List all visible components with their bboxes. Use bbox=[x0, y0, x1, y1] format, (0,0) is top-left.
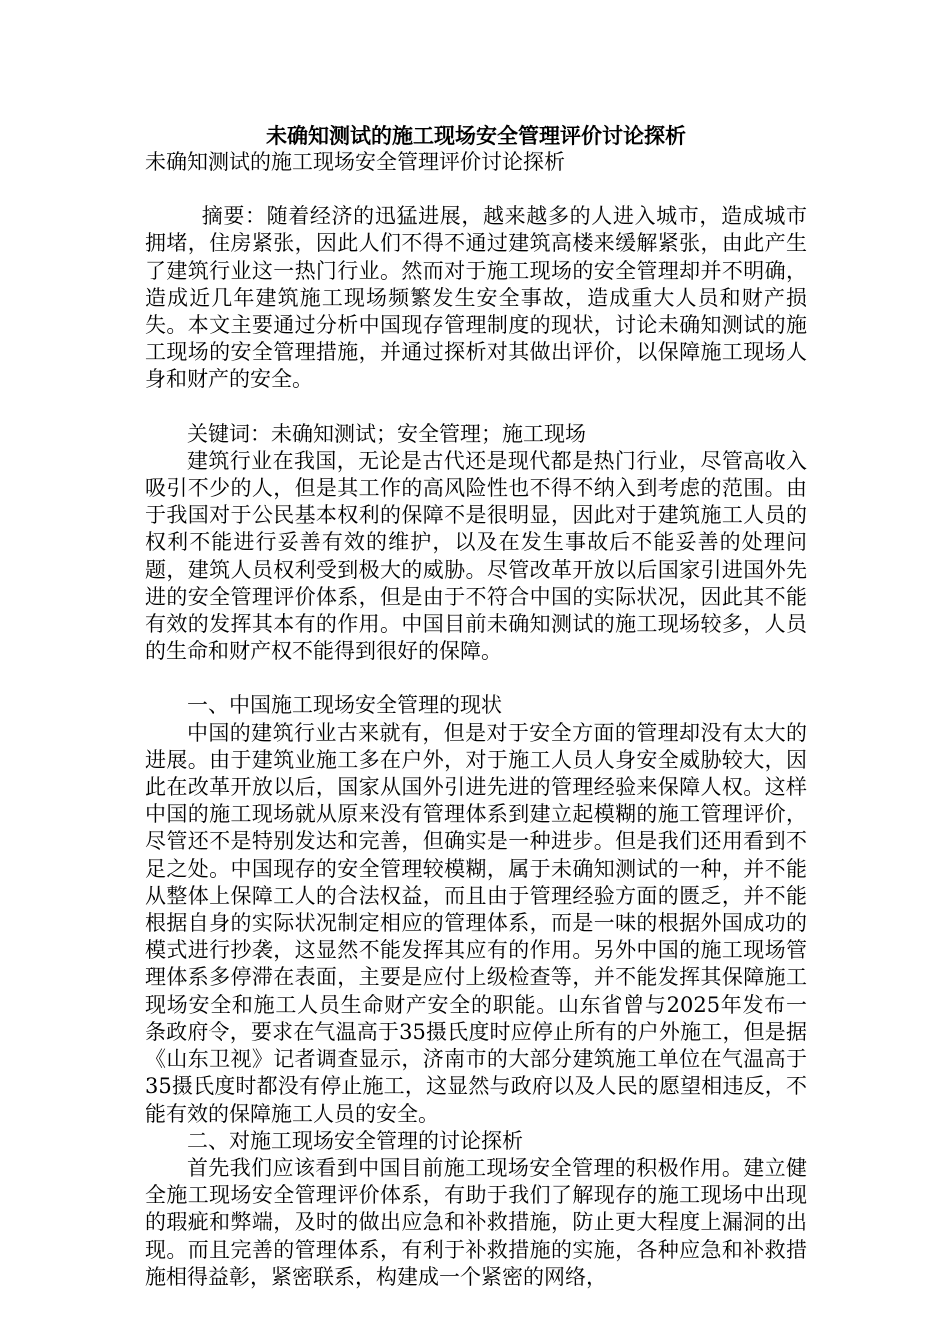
section-1-heading: 一、中国施工现场安全管理的现状 bbox=[187, 693, 502, 718]
abstract-paragraph: 摘要：随着经济的迅猛进展，越来越多的人进入城市，造成城市拥堵，住房紧张，因此人们不得不通过建筑高楼来缓解紧张，由此产生了建筑行业这一热门行业。然而对于施工现场的安全管理却并不明确，造成近几年建筑施工现场频繁发生安全事故，造成重大人员和财产损失。本文主要通过分析中国现存管理制度的现状，讨论未确知测试的施工现场的安全管理措施，并通过探析对其做出评价，以保障施工现场人身和财产的安全。 bbox=[145, 204, 807, 392]
document-page bbox=[145, 122, 807, 1291]
intro-paragraph: 建筑行业在我国，无论是古代还是现代都是热门行业，尽管高收入吸引不少的人，但是其工作的高风险性也不得不纳入到考虑的范围。由于我国对于公民基本权利的保障不是很明显，因此对于建筑施工人员的权利不能进行妥善有效的维护，以及在发生事故后不能妥善的处理问题，建筑人员权利受到极大的威胁。尽管改革开放以后国家引进国外先进的安全管理评价体系，但是由于不符合中国的实际状况，因此其不能有效的发挥其本有的作用。中国目前未确知测试的施工现场较多，人员的生命和财产权不能得到很好的保障。 bbox=[145, 448, 807, 664]
blank-line bbox=[145, 176, 807, 203]
section-2-heading: 二、对施工现场安全管理的讨论探析 bbox=[187, 1128, 523, 1153]
blank-line bbox=[145, 394, 807, 421]
blank-line bbox=[145, 665, 807, 692]
document-subtitle: 未确知测试的施工现场安全管理评价讨论探析 bbox=[145, 150, 565, 174]
keywords-line: 关键词：未确知测试；安全管理；施工现场 bbox=[187, 421, 586, 446]
section-1-paragraph: 中国的建筑行业古来就有，但是对于安全方面的管理却没有太大的进展。由于建筑业施工多在户外，对于施工人员人身安全威胁较大，因此在改革开放以后，国家从国外引进先进的管理经验来保障人权。这样中国的施工现场就从原来没有管理体系到建立起模糊的施工管理评价，尽管还不是特别发达和完善，但确实是一种进步。但是我们还用看到不足之处。中国现存的安全管理较模糊，属于未确知测试的一种，并不能从整体上保障工人的合法权益，而且由于管理经验方面的匮乏，并不能根据自身的实际状况制定相应的管理体系，而是一味的根据外国成功的模式进行抄袭，这显然不能发挥其应有的作用。另外中国的施工现场管理体系多停滞在表面，主要是应付上级检查等，并不能发挥其保障施工现场安全和施工人员生命财产安全的职能。山东省曾与2025年发布一条政府令，要求在气温高于35摄氏度时应停止所有的户外施工，但是据《山东卫视》记者调查显示，济南市的大部分建筑施工单位在气温高于35摄氏度时都没有停止施工，这显然与政府以及人民的愿望相违反，不能有效的保障施工人员的安全。 bbox=[145, 720, 807, 1126]
section-2-paragraph: 首先我们应该看到中国目前施工现场安全管理的积极作用。建立健全施工现场安全管理评价体系，有助于我们了解现存的施工现场中出现的瑕疵和弊端，及时的做出应急和补救措施，防止更大程度上漏洞的出现。而且完善的管理体系，有利于补救措施的实施，各种应急和补救措施相得益彰，紧密联系，构建成一个紧密的网络， bbox=[145, 1155, 807, 1289]
document-title: 未确知测试的施工现场安全管理评价讨论探析 bbox=[266, 123, 686, 148]
